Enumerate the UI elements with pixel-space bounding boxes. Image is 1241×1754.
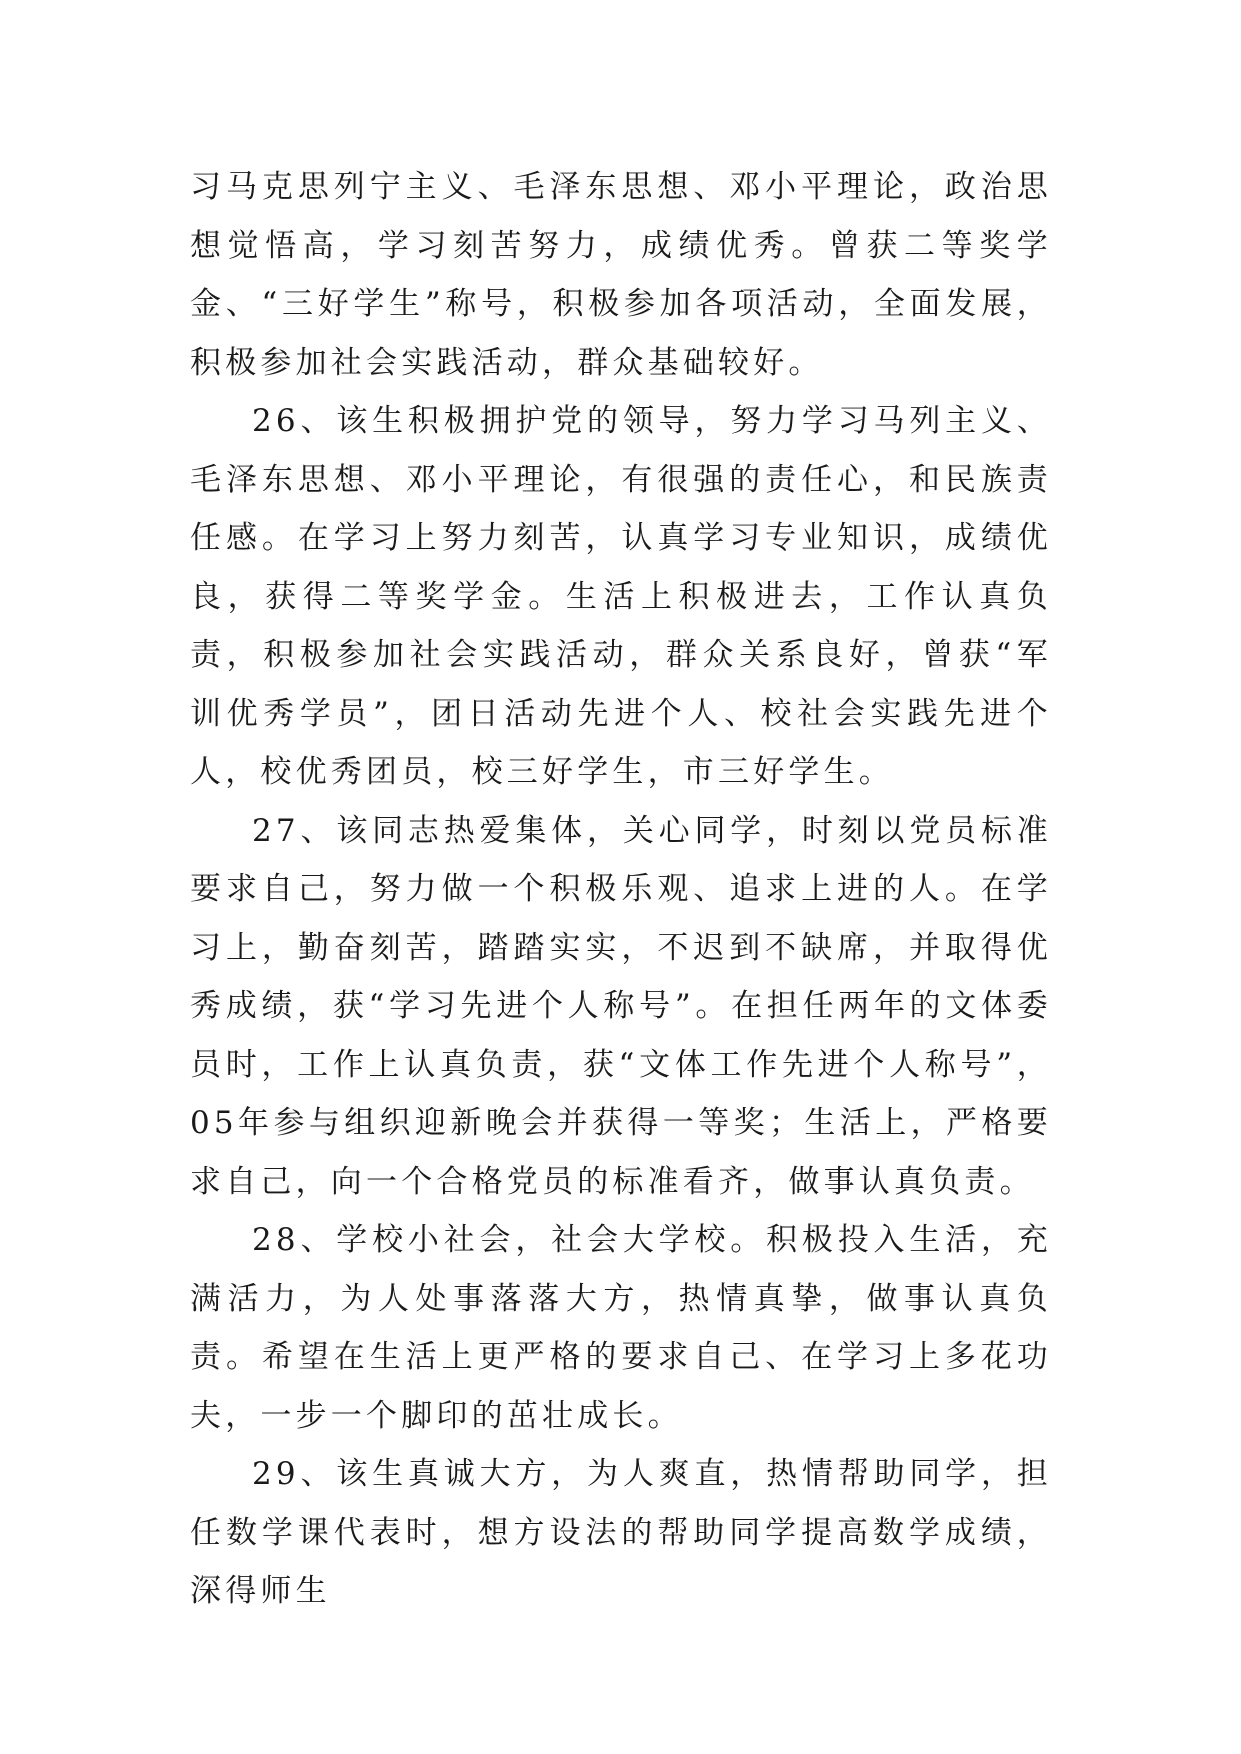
paragraph-26: 26、该生积极拥护党的领导，努力学习马列主义、毛泽东思想、邓小平理论，有很强的责任心，和民族责任感。在学习上努力刻苦，认真学习专业知识，成绩优良，获得二等奖学金。生活上积极进去，工作认真负责，积极参加社会实践活动，群众关系良好，曾获“军训优秀学员”，团日活动先进个人、校社会实践先进个人，校优秀团员，校三好学生，市三好学生。 (190, 403, 1052, 790)
paragraph-28: 28、学校小社会，社会大学校。积极投入生活，充满活力，为人处事落落大方，热情真挚，做事认真负责。希望在生活上更严格的要求自己、在学习上多花功夫，一步一个脚印的茁壮成长。 (190, 1222, 1052, 1434)
paragraph-29: 29、该生真诚大方，为人爽直，热情帮助同学，担任数学课代表时，想方设法的帮助同学提高数学成绩，深得师生 (190, 1456, 1052, 1609)
paragraph-continuation: 习马克思列宁主义、毛泽东思想、邓小平理论，政治思想觉悟高，学习刻苦努力，成绩优秀。曾获二等奖学金、“三好学生”称号，积极参加各项活动，全面发展，积极参加社会实践活动，群众基础较好。 (190, 169, 1052, 381)
document-body (190, 158, 1052, 1621)
paragraph-27: 27、该同志热爱集体，关心同学，时刻以党员标准要求自己，努力做一个积极乐观、追求上进的人。在学习上，勤奋刻苦，踏踏实实，不迟到不缺席，并取得优秀成绩，获“学习先进个人称号”。在担任两年的文体委员时，工作上认真负责，获“文体工作先进个人称号”，05年参与组织迎新晚会并获得一等奖；生活上，严格要求自己，向一个合格党员的标准看齐，做事认真负责。 (190, 812, 1052, 1200)
